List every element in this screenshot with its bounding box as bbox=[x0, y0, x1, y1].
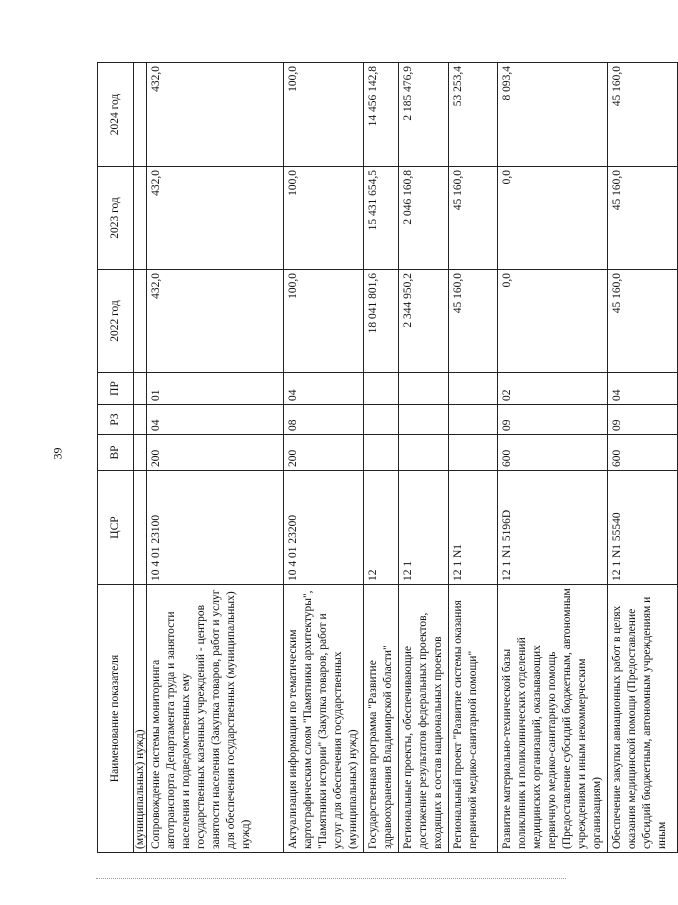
cell-csr: 12 1 N1 bbox=[449, 471, 498, 585]
cell-pr bbox=[399, 373, 449, 405]
cell-rz: 09 bbox=[608, 405, 678, 435]
cell-2023: 0,0 bbox=[498, 167, 608, 270]
page-edge-line bbox=[96, 878, 566, 879]
cell-2022: 18 041 801,6 bbox=[364, 270, 399, 373]
cell-2023: 45 160,0 bbox=[449, 167, 498, 270]
cell-2024: 2 185 476,9 bbox=[399, 63, 449, 167]
table-header-row bbox=[98, 63, 134, 853]
table-row bbox=[147, 63, 284, 853]
cell-2022: 2 344 950,2 bbox=[399, 270, 449, 373]
cell-name: Региональные проекты, обеспечивающие достижение результатов федеральных проектов, входящих в состав национальных проектов bbox=[399, 585, 449, 853]
empty-cell bbox=[134, 270, 147, 373]
cell-rz: 08 bbox=[284, 405, 364, 435]
cell-vr bbox=[399, 435, 449, 471]
cell-2023: 15 431 654,5 bbox=[364, 167, 399, 270]
cell-vr: 600 bbox=[498, 435, 608, 471]
empty-cell bbox=[134, 63, 147, 167]
cell-2024: 45 160,0 bbox=[608, 63, 678, 167]
cell-csr: 12 1 N1 5196D bbox=[498, 471, 608, 585]
cell-csr: 12 bbox=[364, 471, 399, 585]
cell-2024: 432,0 bbox=[147, 63, 284, 167]
header-name: Наименование показателя bbox=[98, 585, 134, 853]
empty-cell bbox=[134, 167, 147, 270]
cell-name: Сопровождение системы мониторинга автотранспорта Департамента труда и занятости населения и подведомственных ему государственных казенных учреждений - центров занятости населения (Закупка товаров, работ и услуг для обеспечения государственных (муниципальных) нужд) bbox=[147, 585, 284, 853]
cell-2024: 100,0 bbox=[284, 63, 364, 167]
cell-rz bbox=[399, 405, 449, 435]
empty-cell bbox=[134, 405, 147, 435]
empty-cell bbox=[134, 471, 147, 585]
cell-pr bbox=[364, 373, 399, 405]
cell-rz: 09 bbox=[498, 405, 608, 435]
cell-vr: 200 bbox=[147, 435, 284, 471]
table-row bbox=[399, 63, 449, 853]
table-row-continuation bbox=[134, 63, 147, 853]
cell-name: Актуализация информации по тематическим картографическим слоям "Памятники архитектуры", "Памятники истории" (Закупка товаров, работ и услуг для обеспечения государственных (муниципальных) нужд) bbox=[284, 585, 364, 853]
cell-vr: 200 bbox=[284, 435, 364, 471]
cell-rz: 04 bbox=[147, 405, 284, 435]
cell-2023: 2 046 160,8 bbox=[399, 167, 449, 270]
header-pr: ПР bbox=[98, 373, 134, 405]
cell-name: Государственная программа "Развитие здравоохранения Владимирской области" bbox=[364, 585, 399, 853]
cell-vr bbox=[364, 435, 399, 471]
table-row bbox=[284, 63, 364, 853]
header-2022: 2022 год bbox=[98, 270, 134, 373]
cell-pr bbox=[449, 373, 498, 405]
header-rz: РЗ bbox=[98, 405, 134, 435]
cell-csr: 10 4 01 23100 bbox=[147, 471, 284, 585]
cell-2023: 100,0 bbox=[284, 167, 364, 270]
cell-pr: 02 bbox=[498, 373, 608, 405]
cell-csr: 12 1 N1 55540 bbox=[608, 471, 678, 585]
page-number: 39 bbox=[50, 447, 65, 460]
cell-2022: 432,0 bbox=[147, 270, 284, 373]
table-row bbox=[498, 63, 608, 853]
cell-pr: 01 bbox=[147, 373, 284, 405]
cell-vr: 600 bbox=[608, 435, 678, 471]
budget-table-rotated bbox=[97, 63, 668, 853]
cell-pr: 04 bbox=[608, 373, 678, 405]
budget-table bbox=[97, 62, 678, 853]
cell-name: Обеспечение закупки авиационных работ в целях оказания медицинской помощи (Предоставление субсидий бюджетным, автономным учреждениям и иным bbox=[608, 585, 678, 853]
cell-name: Региональный проект "Развитие системы оказания первичной медико-санитарной помощи" bbox=[449, 585, 498, 853]
header-2023: 2023 год bbox=[98, 167, 134, 270]
cell-2024: 14 456 142,8 bbox=[364, 63, 399, 167]
cell-2022: 100,0 bbox=[284, 270, 364, 373]
empty-cell bbox=[134, 435, 147, 471]
cell-csr: 12 1 bbox=[399, 471, 449, 585]
cell-2022: 45 160,0 bbox=[449, 270, 498, 373]
cell-vr bbox=[449, 435, 498, 471]
cell-2024: 53 253,4 bbox=[449, 63, 498, 167]
cell-pr: 04 bbox=[284, 373, 364, 405]
cell-2022: 0,0 bbox=[498, 270, 608, 373]
cell-csr: 10 4 01 23200 bbox=[284, 471, 364, 585]
header-vr: ВР bbox=[98, 435, 134, 471]
continuation-text: (муниципальных) нужд) bbox=[134, 585, 147, 853]
cell-name: Развитие материально-технической базы поликлиник и поликлинических отделений медицинских организаций, оказывающих первичную медико-санитарную помощь (Предоставление субсидий бюджетным, автономным учреждениям и иным некоммерческим организациям) bbox=[498, 585, 608, 853]
header-csr: ЦСР bbox=[98, 471, 134, 585]
table-row bbox=[449, 63, 498, 853]
cell-2022: 45 160,0 bbox=[608, 270, 678, 373]
cell-2024: 8 093,4 bbox=[498, 63, 608, 167]
empty-cell bbox=[134, 373, 147, 405]
cell-rz bbox=[449, 405, 498, 435]
header-2024: 2024 год bbox=[98, 63, 134, 167]
cell-2023: 45 160,0 bbox=[608, 167, 678, 270]
table-row bbox=[364, 63, 399, 853]
cell-rz bbox=[364, 405, 399, 435]
table-row bbox=[608, 63, 678, 853]
cell-2023: 432,0 bbox=[147, 167, 284, 270]
